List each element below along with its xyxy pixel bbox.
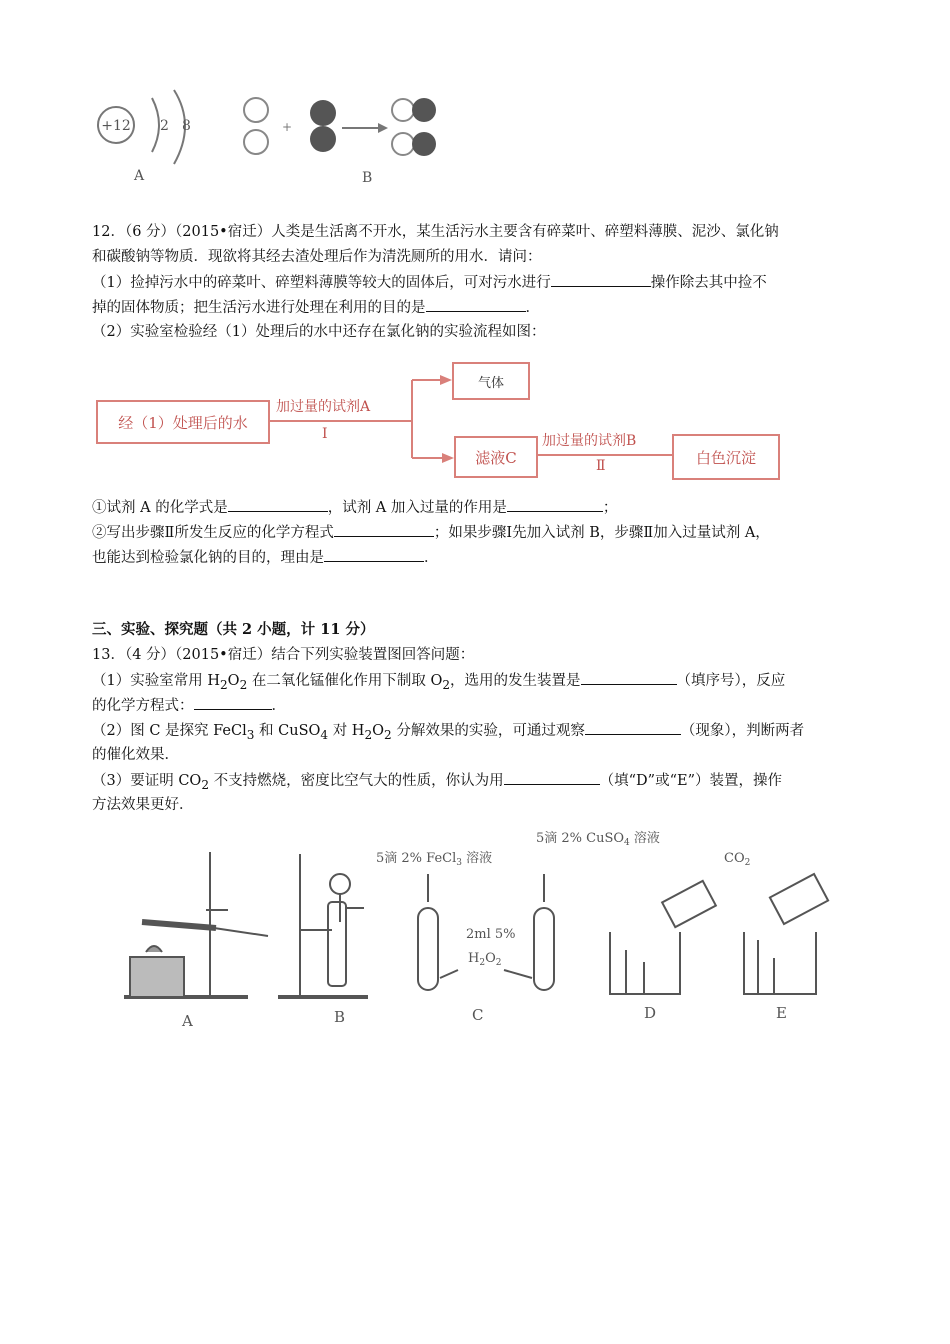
q12-part1-cont: 掉的固体物质；把生活污水进行处理在利用的目的是 ．	[92, 297, 540, 318]
q13-header: 13．（4 分）（2015•宿迁）结合下列实验装置图回答问题：	[92, 647, 475, 663]
white-atom-1	[244, 98, 268, 122]
nucleus-label: +12	[101, 118, 131, 134]
shell2-count: 8	[182, 118, 191, 134]
h2o2-amount-label: 2ml 5%	[466, 927, 516, 942]
answer-blank[interactable]	[426, 297, 526, 312]
answer-blank[interactable]	[507, 497, 603, 512]
answer-blank[interactable]	[334, 522, 434, 537]
white-atom-2	[244, 130, 268, 154]
q12-part2: （2）实验室检验经（1）处理后的水中还存在氯化钠的实验流程如图：	[92, 324, 546, 340]
section-3-title: 三、实验、探究题（共 2 小题，计 11 分）	[92, 621, 375, 638]
apparatus-label-a: A	[182, 1012, 193, 1030]
flow-label-reagent-a: 加过量的试剂A	[276, 399, 371, 415]
apparatus-a	[124, 852, 268, 997]
flow-chart	[90, 352, 790, 482]
q12-header-2: 和碳酸钠等物质．现欲将其经去渣处理后作为清洗厕所的用水．请问：	[92, 249, 542, 265]
answer-blank[interactable]	[581, 670, 677, 685]
cuso4-label: 5滴 2% CuSO$_4$ 溶液	[536, 831, 660, 848]
q12-sub1: ①试剂 A 的化学式是 ，试剂 A 加入过量的作用是 ；	[92, 497, 617, 518]
apparatus-e	[744, 874, 828, 994]
flow-label-step1: Ⅰ	[322, 426, 328, 442]
answer-blank[interactable]	[504, 770, 600, 785]
shell-arc-1	[152, 98, 159, 152]
apparatus-label-d: D	[644, 1004, 657, 1022]
plus-sign: +	[282, 120, 293, 134]
answer-blank[interactable]	[585, 720, 681, 735]
q13-part1: （1）实验室常用 $H_2O_2$ 在二氧化锰催化作用下制取 $O_2$，选用的发生装置是 （填序号），反应	[92, 670, 785, 695]
apparatus-b	[278, 854, 368, 997]
answer-blank[interactable]	[228, 497, 328, 512]
q12-part1: （1）捡掉污水中的碎菜叶、碎塑料薄膜等较大的固体后，可对污水进行 操作除去其中捡不	[92, 272, 767, 293]
q13-part2-cont: 的催化效果．	[92, 747, 179, 763]
flow-box-precipitate: 白色沉淀	[672, 434, 780, 480]
flow-label-reagent-b: 加过量的试剂B	[542, 433, 637, 449]
product-dark-2	[412, 132, 436, 156]
flow-box-start: 经（1）处理后的水	[96, 400, 270, 444]
dark-atom-2	[310, 126, 336, 152]
apparatus-label-c: C	[472, 1006, 484, 1024]
shell1-count: 2	[160, 118, 169, 134]
apparatus-label-b: B	[334, 1008, 346, 1026]
product-dark-1	[412, 98, 436, 122]
product-white-2	[392, 133, 414, 155]
q13-part2: （2）图 C 是探究 FeCl$_3$ 和 CuSO$_4$ 对 $H_2O_2$ 分解效果的实验，可通过观察 （现象），判断两者	[92, 720, 804, 745]
answer-blank[interactable]	[551, 272, 651, 287]
flow-label-step2: Ⅱ	[596, 458, 606, 474]
dark-atom-1	[310, 100, 336, 126]
answer-blank[interactable]	[324, 547, 424, 562]
q12-sub2: ②写出步骤Ⅱ所发生反应的化学方程式 ；如果步骤Ⅰ先加入试剂 B，步骤Ⅱ加入过量试剂 A，	[92, 522, 770, 543]
flow-box-gas: 气体	[452, 362, 530, 400]
h2o2-formula-label: $H_2O_2$	[468, 951, 502, 968]
q12-header: 12．（6 分）（2015•宿迁）人类是生活离不开水，某生活污水主要含有碎菜叶、碎塑料薄膜、泥沙、氯化钠	[92, 224, 779, 240]
product-white-1	[392, 99, 414, 121]
apparatus-d	[610, 881, 716, 994]
flow-box-filtrate: 滤液C	[454, 436, 538, 478]
co2-label: $CO_2$	[724, 851, 751, 868]
fecl3-label: 5滴 2% FeCl$_3$ 溶液	[376, 851, 493, 868]
figure-label-b: B	[362, 170, 373, 186]
q12-sub2-cont: 也能达到检验氯化钠的目的，理由是 ．	[92, 547, 439, 568]
apparatus-label-e: E	[776, 1004, 787, 1022]
apparatus-figure	[118, 822, 868, 1032]
answer-blank[interactable]	[194, 695, 272, 710]
atom-molecule-figure	[80, 88, 460, 188]
figure-label-a: A	[134, 168, 145, 184]
q13-part3-cont: 方法效果更好．	[92, 797, 194, 813]
q13-part3: （3）要证明 $CO_2$ 不支持燃烧，密度比空气大的性质，你认为用 （填“D”或“E”）装置，操作	[92, 770, 782, 795]
reaction-arrowhead	[378, 123, 388, 133]
q13-part1-cont: 的化学方程式： ．	[92, 695, 286, 716]
